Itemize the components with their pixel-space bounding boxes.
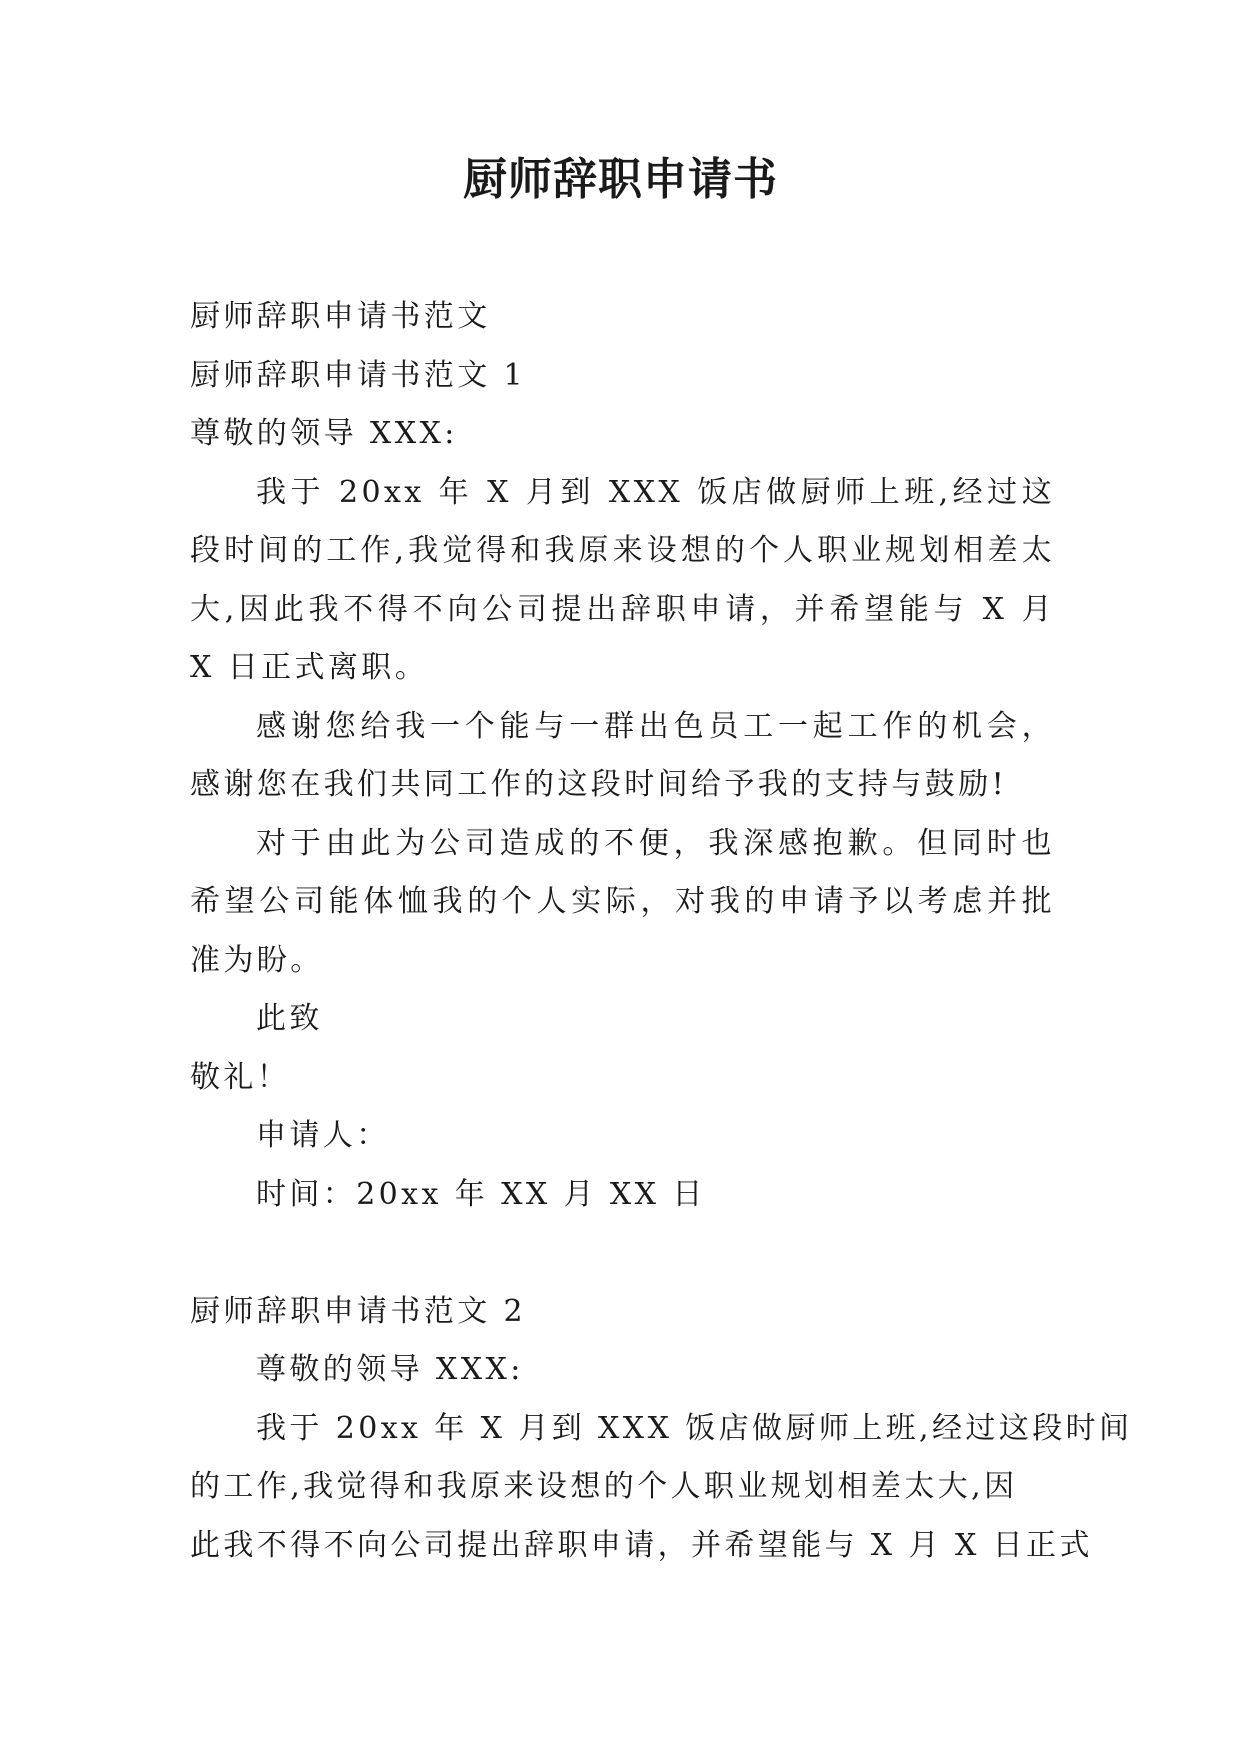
letter2-salutation: 尊敬的领导 XXX: — [256, 1352, 524, 1387]
letter1-paragraph: 对于由此为公司造成的不便，我深感抱歉。但同时也希望公司能体恤我的个人实际，对我的申请予以考虑并批准为盼。 — [190, 825, 1055, 978]
letter1-applicant: 申请人： — [256, 1118, 390, 1153]
letter1-paragraph: 我于 20xx 年 X 月到 XXX 饭店做厨师上班,经过这段时间的工作,我觉得和我原来设想的个人职业规划相差太大,因此我不得不向公司提出辞职申请，并希望能与 X 月 X 日正式离职。 — [190, 474, 1055, 685]
intro-heading: 厨师辞职申请书范文 — [190, 299, 491, 334]
letter1-paragraph: 感谢您给我一个能与一群出色员工一起工作的机会，感谢您在我们共同工作的这段时间给予我的支持与鼓励! — [190, 708, 1055, 802]
letter1-date: 时间：20xx 年 XX 月 XX 日 — [256, 1176, 706, 1212]
letter2-paragraph-line: 的工作,我觉得和我原来设想的个人职业规划相差太大,因 — [190, 1469, 1018, 1504]
section-spacer — [190, 1224, 1055, 1283]
letter1-closing-ci-zhi: 此致 — [256, 1001, 323, 1036]
document-body — [190, 288, 1133, 1575]
letter1-salutation: 尊敬的领导 XXX: — [190, 416, 458, 451]
document-title: 厨师辞职申请书 — [463, 154, 778, 205]
letter2-heading: 厨师辞职申请书范文 2 — [190, 1293, 527, 1329]
letter1-heading: 厨师辞职申请书范文 1 — [190, 357, 527, 393]
letter2-paragraph-line: 此我不得不向公司提出辞职申请，并希望能与 X 月 X 日正式 — [190, 1527, 1093, 1563]
letter2-paragraph-line: 我于 20xx 年 X 月到 XXX 饭店做厨师上班,经过这段时间 — [256, 1410, 1133, 1446]
letter1-closing-jing-li: 敬礼！ — [190, 1059, 291, 1095]
